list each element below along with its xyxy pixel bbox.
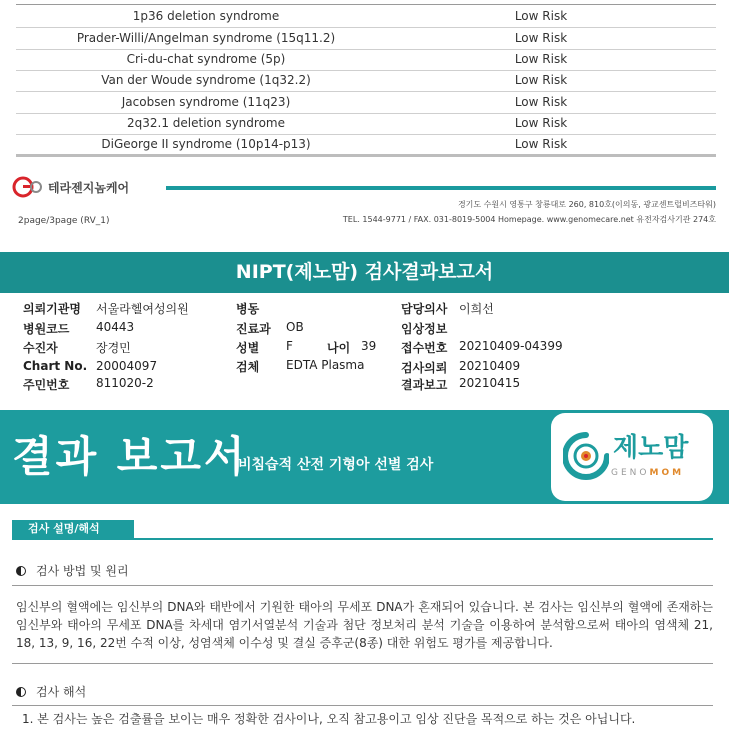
department-value: OB <box>286 320 304 334</box>
result-banner <box>0 410 729 504</box>
risk-value: Low Risk <box>514 95 568 109</box>
patient-field <box>23 339 131 356</box>
report-date-label: 결과보고 <box>401 378 448 392</box>
doctor-label: 담당의사 <box>401 302 448 316</box>
report-title: NIPT(제노맘) 검사결과보고서 <box>0 252 729 293</box>
receipt-no-label: 접수번호 <box>401 341 448 355</box>
risk-value: Low Risk <box>514 73 568 87</box>
genomom-emblem-icon <box>563 431 609 487</box>
results-table <box>16 0 716 162</box>
risk-value: Low Risk <box>514 9 568 23</box>
result-banner-subtitle: 비침습적 산전 기형아 선별 검사 <box>238 457 434 473</box>
institution-label: 의뢰기관명 <box>23 302 81 316</box>
syndrome-name: Jacobsen syndrome (11q23) <box>121 95 291 109</box>
divider <box>12 705 713 706</box>
table-row <box>16 113 716 135</box>
department-label: 진료과 <box>236 322 271 336</box>
request-date-field <box>401 359 521 376</box>
table-row <box>16 134 716 155</box>
request-date-value: 20210409 <box>459 359 521 373</box>
interpretation-item: 1. 본 검사는 높은 검출률을 보이는 매우 정확한 검사이나, 오직 참고용이고 임상 진단을 목적으로 하는 것은 아닙니다. <box>22 712 636 726</box>
syndrome-name: Van der Woude syndrome (1q32.2) <box>101 73 311 87</box>
method-heading-text: 검사 방법 및 원리 <box>36 564 129 578</box>
sex-value: F <box>286 339 293 353</box>
company-contact: TEL. 1544-9771 / FAX. 031-8019-5004 Homepage. www.genomecare.net 유전자검사기관 274호 <box>342 215 716 224</box>
ward-label: 병동 <box>236 302 260 316</box>
institution-value: 서울라헬여성의원 <box>96 302 189 316</box>
company-name: 테라젠지놈케어 <box>48 180 130 195</box>
risk-value: Low Risk <box>514 137 568 151</box>
table-row <box>16 92 716 114</box>
ward-field <box>236 300 259 317</box>
syndrome-name: Prader-Willi/Angelman syndrome (15q11.2) <box>76 31 336 45</box>
table-row <box>16 70 716 92</box>
hospital-code-field <box>23 320 135 337</box>
table-row <box>16 49 716 71</box>
half-circle-icon <box>16 687 26 697</box>
table-top-border <box>16 4 716 5</box>
resident-id-label: 주민번호 <box>23 378 70 392</box>
hospital-code-label: 병원코드 <box>23 322 70 336</box>
divider <box>12 585 713 586</box>
company-logo <box>12 176 129 198</box>
specimen-value: EDTA Plasma <box>286 358 365 372</box>
specimen-field <box>236 358 365 375</box>
syndrome-name: Cri-du-chat syndrome (5p) <box>126 52 286 66</box>
company-address: 경기도 수원시 영통구 창룡대로 260, 810호(이의동, 광교센트럴비즈타워) <box>457 200 716 209</box>
doctor-field <box>401 300 494 317</box>
risk-value: Low Risk <box>514 116 568 130</box>
syndrome-name: 2q32.1 deletion syndrome <box>127 116 285 130</box>
method-heading <box>16 562 129 579</box>
clinical-info-field <box>401 320 447 337</box>
resident-id-value: 811020-2 <box>96 376 154 390</box>
chart-no-value: 20004097 <box>96 359 158 373</box>
clinical-info-label: 임상정보 <box>401 322 448 336</box>
genomom-brand-name: 제노맘 <box>613 433 689 463</box>
syndrome-name: 1p36 deletion syndrome <box>132 9 280 23</box>
sex-label: 성별 <box>236 341 260 355</box>
interpretation-heading <box>16 683 86 700</box>
receipt-no-field <box>401 339 563 356</box>
sex-field <box>236 339 293 356</box>
receipt-no-value: 20210409-04399 <box>459 339 563 353</box>
interpretation-heading-text: 검사 해석 <box>36 685 87 699</box>
patient-value: 장경민 <box>96 341 131 355</box>
specimen-label: 검체 <box>236 360 260 374</box>
genomom-logo <box>551 413 713 501</box>
chart-no-label: Chart No. <box>23 359 88 373</box>
result-banner-title: 결과 보고서 <box>12 432 248 481</box>
page-number: 2page/3page (RV_1) <box>18 216 110 226</box>
doctor-value: 이희선 <box>459 302 494 316</box>
genomom-en-prefix: GENO <box>611 468 650 478</box>
table-row <box>16 28 716 50</box>
age-label: 나이 <box>327 341 351 355</box>
institution-field <box>23 300 189 317</box>
risk-value: Low Risk <box>514 31 568 45</box>
divider <box>12 663 713 664</box>
report-date-value: 20210415 <box>459 376 521 390</box>
age-value: 39 <box>361 339 377 353</box>
risk-value: Low Risk <box>514 52 568 66</box>
hospital-code-value: 40443 <box>96 320 135 334</box>
syndrome-name: DiGeorge II syndrome (10p14-p13) <box>101 137 311 151</box>
method-paragraph: 임신부의 혈액에는 임신부의 DNA와 태반에서 기원한 태아의 무세포 DNA가 혼재되어 있습니다. 본 검사는 임신부의 혈액에 존재하는 임신부와 태아의 무세포 DNA를 차세대 염기서열분석 기술과 첨단 정보처리 분석 기술을 이용하여 분석함으로써 태아의 염색체 21, 18, 13, 9, 16, 22번 수적 이상, 성염색체 이수성 및 결실 증후군(8종) 대한 위험도 평가를 제공합니다. <box>16 600 713 650</box>
report-date-field <box>401 376 521 393</box>
patient-label: 수진자 <box>23 341 58 355</box>
section-underline <box>12 538 713 540</box>
genomom-brand-en <box>611 468 684 478</box>
half-circle-icon <box>16 566 26 576</box>
section-title: 검사 설명/해석 <box>12 520 134 538</box>
company-logo-icon <box>12 176 46 198</box>
genomom-en-suffix: MOM <box>649 468 685 478</box>
resident-id-field <box>23 376 154 393</box>
table-bottom-border <box>16 154 716 157</box>
chart-no-field <box>23 359 158 373</box>
header-accent-line <box>166 186 716 190</box>
request-date-label: 검사의뢰 <box>401 361 448 375</box>
department-field <box>236 320 304 337</box>
table-row <box>16 6 716 28</box>
age-field <box>327 339 377 356</box>
